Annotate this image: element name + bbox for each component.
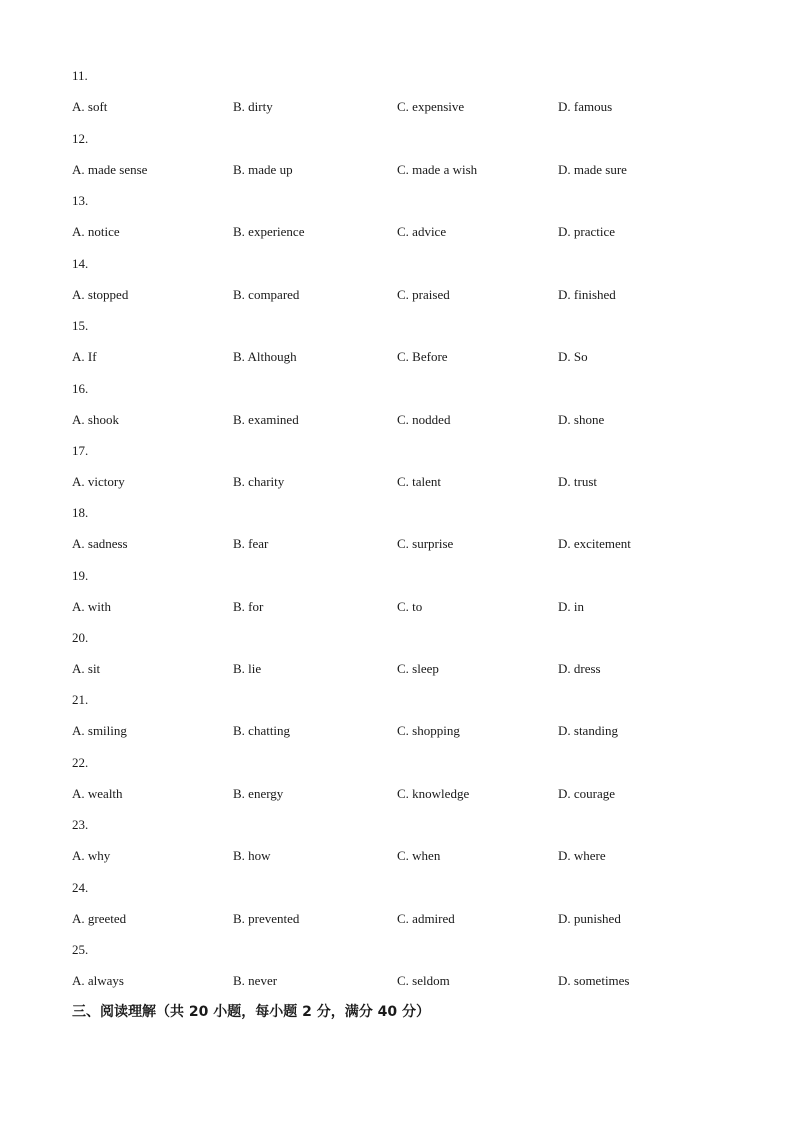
option-b: B. Although (233, 349, 297, 364)
option-row (72, 349, 752, 365)
question-number: 12. (72, 131, 89, 146)
option-b: B. charity (233, 474, 285, 489)
option-row (72, 661, 752, 677)
option-row (72, 474, 752, 490)
option-row (72, 536, 752, 552)
option-b: B. fear (233, 536, 269, 551)
option-a: A. soft (72, 99, 108, 114)
option-b: B. prevented (233, 911, 300, 926)
option-row (72, 162, 752, 178)
question-number: 22. (72, 755, 89, 770)
option-row (72, 224, 752, 240)
question-number: 18. (72, 505, 89, 520)
option-b: B. lie (233, 661, 262, 676)
option-b: B. chatting (233, 723, 291, 738)
option-b: B. examined (233, 412, 299, 427)
option-c: C. nodded (397, 412, 451, 427)
option-a: A. shook (72, 412, 119, 427)
option-d: D. where (558, 848, 606, 863)
option-d: D. So (558, 349, 588, 364)
question-number: 15. (72, 318, 89, 333)
option-d: D. punished (558, 911, 621, 926)
option-a: A. stopped (72, 287, 129, 302)
option-a: A. made sense (72, 162, 148, 177)
option-b: B. energy (233, 786, 284, 801)
option-row (72, 848, 752, 864)
question-number: 23. (72, 817, 89, 832)
option-c: C. expensive (397, 99, 465, 114)
section-heading: 三、阅读理解（共 20 小题，每小题 2 分，满分 40 分） (72, 1004, 430, 1020)
option-a: A. If (72, 349, 97, 364)
question-number: 21. (72, 692, 89, 707)
question-number: 25. (72, 942, 89, 957)
question-number: 16. (72, 381, 89, 396)
option-d: D. practice (558, 224, 616, 239)
option-a: A. smiling (72, 723, 127, 738)
question-number: 19. (72, 568, 89, 583)
option-c: C. seldom (397, 973, 450, 988)
option-a: A. greeted (72, 911, 127, 926)
option-row (72, 786, 752, 802)
option-b: B. made up (233, 162, 293, 177)
option-b: B. experience (233, 224, 305, 239)
option-row (72, 599, 752, 615)
option-a: A. sadness (72, 536, 128, 551)
option-b: B. how (233, 848, 271, 863)
option-c: C. Before (397, 349, 448, 364)
option-a: A. always (72, 973, 124, 988)
question-number: 20. (72, 630, 89, 645)
option-row (72, 412, 752, 428)
option-a: A. sit (72, 661, 101, 676)
option-d: D. in (558, 599, 584, 614)
question-number: 14. (72, 256, 89, 271)
option-c: C. when (397, 848, 441, 863)
option-d: D. sometimes (558, 973, 630, 988)
option-b: B. never (233, 973, 278, 988)
option-c: C. praised (397, 287, 450, 302)
option-b: B. for (233, 599, 264, 614)
option-row (72, 973, 752, 989)
option-d: D. made sure (558, 162, 627, 177)
option-c: C. surprise (397, 536, 454, 551)
option-a: A. victory (72, 474, 125, 489)
option-a: A. notice (72, 224, 120, 239)
option-c: C. talent (397, 474, 442, 489)
option-d: D. shone (558, 412, 605, 427)
question-number: 13. (72, 193, 89, 208)
option-row (72, 287, 752, 303)
option-c: C. advice (397, 224, 447, 239)
option-c: C. knowledge (397, 786, 470, 801)
option-d: D. courage (558, 786, 616, 801)
option-c: C. made a wish (397, 162, 478, 177)
option-c: C. sleep (397, 661, 439, 676)
option-a: A. with (72, 599, 111, 614)
option-a: A. wealth (72, 786, 123, 801)
option-d: D. dress (558, 661, 601, 676)
question-number: 24. (72, 880, 89, 895)
option-row (72, 723, 752, 739)
option-d: D. trust (558, 474, 597, 489)
option-d: D. standing (558, 723, 618, 738)
option-b: B. dirty (233, 99, 273, 114)
option-c: C. shopping (397, 723, 460, 738)
option-d: D. excitement (558, 536, 631, 551)
option-b: B. compared (233, 287, 300, 302)
option-row (72, 99, 752, 115)
option-c: C. admired (397, 911, 455, 926)
question-number: 17. (72, 443, 89, 458)
option-d: D. finished (558, 287, 616, 302)
question-number: 11. (72, 68, 88, 83)
option-row (72, 911, 752, 927)
option-d: D. famous (558, 99, 613, 114)
option-c: C. to (397, 599, 423, 614)
option-a: A. why (72, 848, 111, 863)
